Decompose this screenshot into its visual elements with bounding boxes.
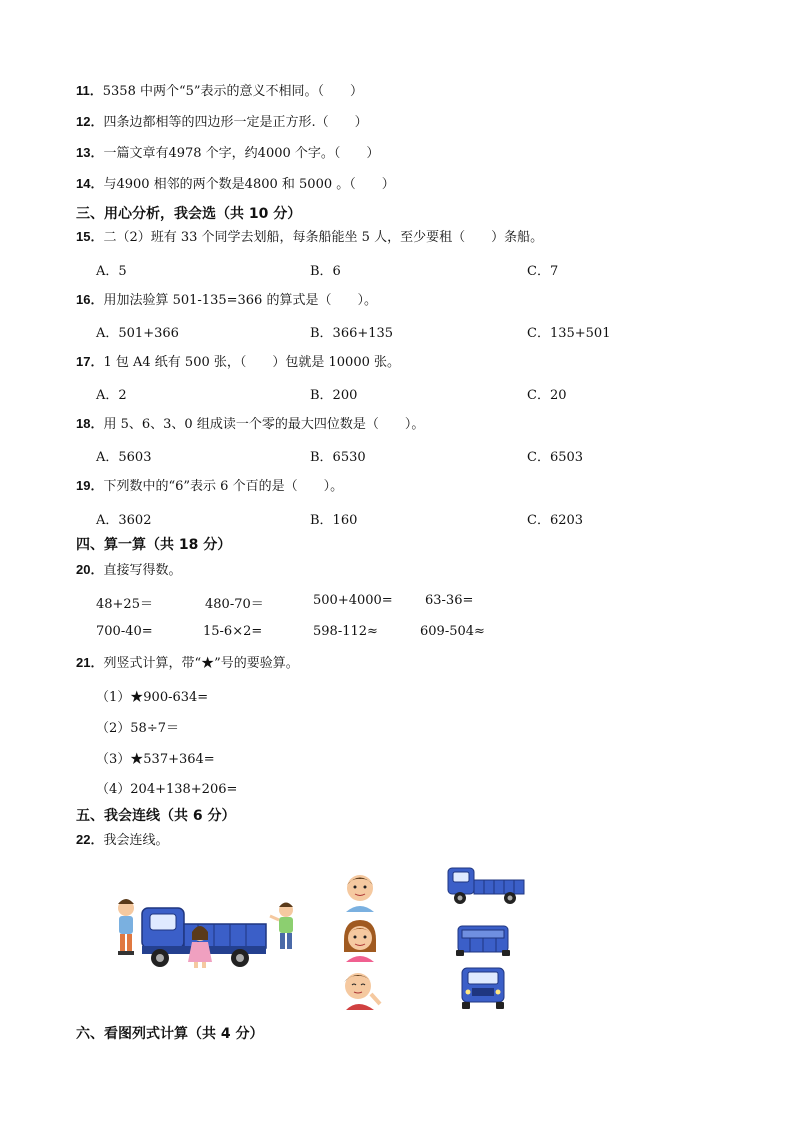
question-14 bbox=[76, 175, 395, 194]
question-number: 19． bbox=[76, 478, 104, 493]
question-number: 15． bbox=[76, 229, 104, 244]
boy-face-1-illustration bbox=[340, 870, 380, 912]
calc-item: 63-36= bbox=[425, 593, 474, 608]
option-b: B．200 bbox=[310, 388, 358, 403]
question-11 bbox=[76, 82, 363, 101]
question-text: 我会连线。 bbox=[103, 833, 169, 848]
girl-face-illustration bbox=[338, 918, 382, 962]
question-text: 与4900 相邻的两个数是4800 和 5000 。（ ） bbox=[103, 177, 395, 192]
question-text: 用 5、6、3、0 组成读一个零的最大四位数是（ ）。 bbox=[103, 417, 425, 432]
section-heading-4: 四、算一算（共 18 分） bbox=[76, 537, 232, 553]
calc-item: 700-40= bbox=[96, 624, 153, 639]
option-c: C．6203 bbox=[527, 513, 584, 528]
question-number: 12． bbox=[76, 114, 104, 129]
question-18 bbox=[76, 415, 424, 434]
option-a: A．5603 bbox=[96, 450, 152, 465]
question-number: 20． bbox=[76, 562, 104, 577]
question-17 bbox=[76, 353, 400, 372]
question-19 bbox=[76, 477, 343, 496]
option-c: C．6503 bbox=[527, 450, 584, 465]
vertical-calc-item: （1）★900-634= bbox=[96, 690, 209, 705]
option-c: C．20 bbox=[527, 388, 567, 403]
question-number: 16． bbox=[76, 292, 104, 307]
question-text: 直接写得数。 bbox=[103, 563, 182, 578]
question-number: 11． bbox=[76, 83, 103, 98]
option-c: C．7 bbox=[527, 264, 559, 279]
truck-top-view-illustration bbox=[456, 922, 510, 958]
section-heading-5: 五、我会连线（共 6 分） bbox=[76, 808, 236, 824]
question-text: 1 包 A4 纸有 500 张，（ ）包就是 10000 张。 bbox=[103, 355, 400, 370]
section-heading-6: 六、看图列式计算（共 4 分） bbox=[76, 1026, 264, 1042]
truck-scene-illustration bbox=[108, 888, 300, 972]
question-text: 一篇文章有4978 个字，约4000 个字。（ ） bbox=[103, 146, 380, 161]
boy-figure-right bbox=[270, 903, 293, 950]
question-text: 四条边都相等的四边形一定是正方形.（ ） bbox=[103, 115, 368, 130]
question-number: 21． bbox=[76, 655, 104, 670]
question-number: 18． bbox=[76, 416, 104, 431]
option-b: B．366+135 bbox=[310, 326, 394, 341]
question-20 bbox=[76, 561, 181, 580]
vertical-calc-item: （4）204+138+206= bbox=[96, 782, 238, 797]
calc-item: 609-504≈ bbox=[420, 624, 485, 639]
calc-item: 48+25＝ bbox=[96, 597, 153, 612]
question-number: 13． bbox=[76, 145, 104, 160]
question-number: 22． bbox=[76, 832, 104, 847]
option-b: B．160 bbox=[310, 513, 358, 528]
boy-face-2-illustration bbox=[338, 968, 382, 1010]
vertical-calc-item: （3）★537+364= bbox=[96, 752, 215, 767]
option-a: A．5 bbox=[96, 264, 127, 279]
question-text: 下列数中的“6”表示 6 个百的是（ ）。 bbox=[103, 479, 344, 494]
question-text: 5358 中两个“5”表示的意义不相同。（ ） bbox=[102, 84, 364, 99]
question-number: 14． bbox=[76, 176, 104, 191]
question-15 bbox=[76, 228, 543, 247]
calc-item: 500+4000= bbox=[313, 593, 393, 608]
calc-item: 598-112≈ bbox=[313, 624, 378, 639]
question-number: 17． bbox=[76, 354, 104, 369]
question-16 bbox=[76, 291, 377, 310]
section-heading-3: 三、用心分析，我会选（共 10 分） bbox=[76, 206, 302, 222]
question-13 bbox=[76, 144, 379, 163]
question-12 bbox=[76, 113, 368, 132]
question-21 bbox=[76, 654, 299, 673]
truck-front-view-illustration bbox=[458, 966, 508, 1010]
option-c: C．135+501 bbox=[527, 326, 611, 341]
boy-figure-left bbox=[118, 899, 134, 955]
option-b: B．6 bbox=[310, 264, 341, 279]
option-a: A．2 bbox=[96, 388, 127, 403]
truck-side-view-illustration bbox=[446, 864, 526, 906]
option-a: A．3602 bbox=[96, 513, 152, 528]
option-a: A．501+366 bbox=[96, 326, 179, 341]
question-22 bbox=[76, 831, 168, 850]
option-b: B．6530 bbox=[310, 450, 366, 465]
question-text: 二（2）班有 33 个同学去划船，每条船能坐 5 人，至少要租（ ）条船。 bbox=[103, 230, 544, 245]
calc-item: 480-70＝ bbox=[205, 597, 264, 612]
vertical-calc-item: （2）58÷7＝ bbox=[96, 721, 179, 736]
question-text: 用加法验算 501-135=366 的算式是（ ）。 bbox=[103, 293, 377, 308]
question-text: 列竖式计算，带“★”号的要验算。 bbox=[103, 656, 299, 671]
calc-item: 15-6×2= bbox=[203, 624, 263, 639]
